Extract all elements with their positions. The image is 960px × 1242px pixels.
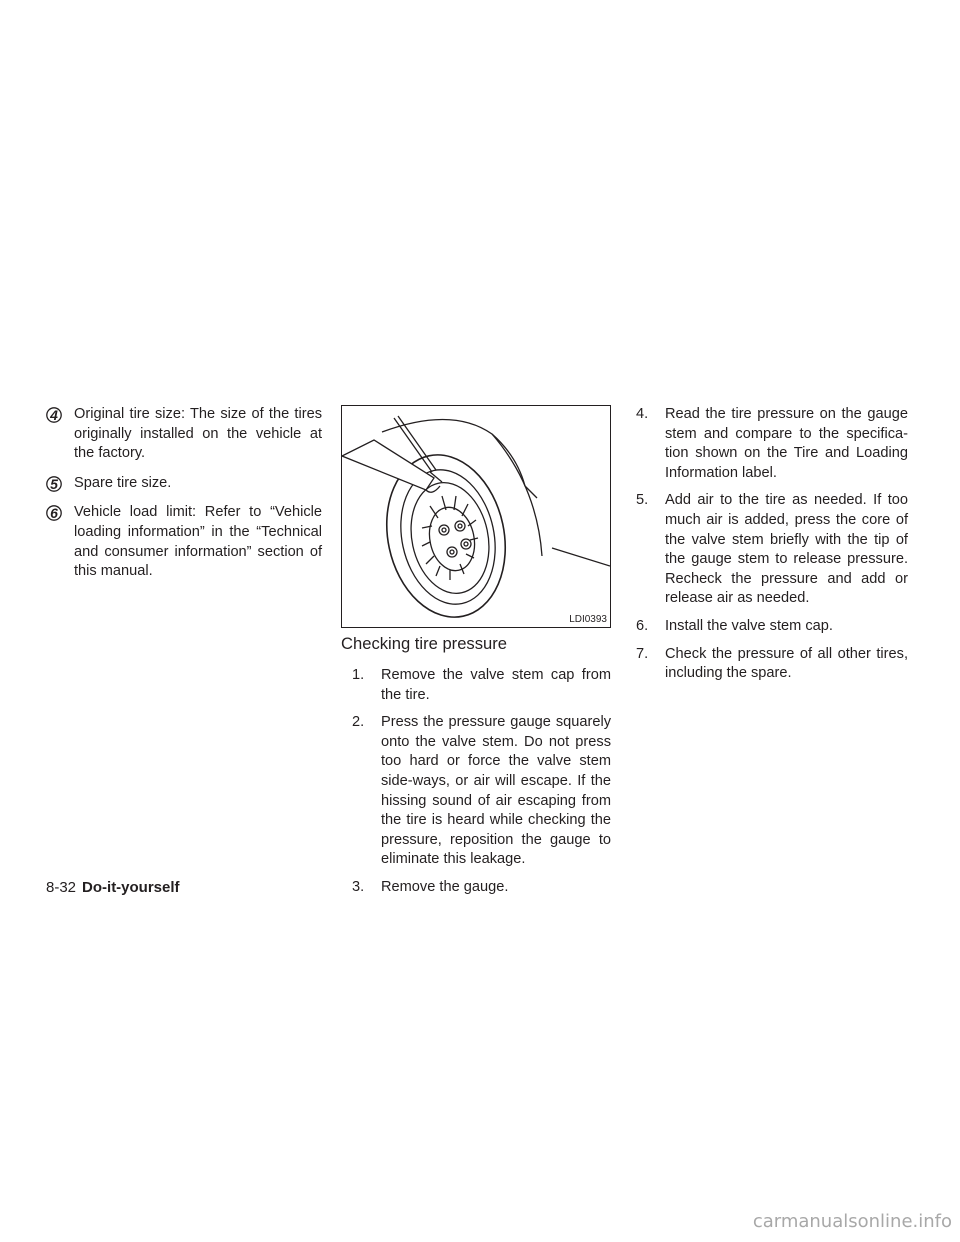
step-number: 6. <box>636 617 649 634</box>
step-text: Install the valve stem cap. <box>665 617 833 634</box>
section-title: Checking tire pressure <box>341 634 508 653</box>
step-number: 2. <box>352 714 365 731</box>
figure-code: LDI0393 <box>569 614 607 625</box>
tire-figure <box>341 405 611 628</box>
list-item <box>352 713 611 870</box>
list-item <box>636 645 908 684</box>
page-footer <box>46 878 180 898</box>
item-text: Spare tire size. <box>74 474 172 491</box>
step-number: 7. <box>636 645 649 662</box>
step-text: Check the pressure of all other tires, including the spare. <box>665 645 908 682</box>
tire-gauge-illustration <box>342 406 610 627</box>
circled-number-icon: 6 <box>46 505 62 521</box>
list-item <box>636 491 908 609</box>
list-item <box>46 474 322 494</box>
step-text: Read the tire pressure on the gauge stem and compare to the specifica-tion shown on the Tire and Loading Information label. <box>665 406 908 481</box>
watermark: carmanualsonline.info <box>752 1211 952 1232</box>
list-item <box>636 405 908 483</box>
column-left <box>46 405 322 592</box>
list-item <box>46 503 322 581</box>
step-text: Add air to the tire as needed. If too much air is added, press the core of the valve stem briefly with the tip of the gauge stem to release pressure. Recheck the pressure and add or release air as needed. <box>665 492 908 607</box>
column-middle <box>341 405 611 906</box>
column-right <box>636 405 908 692</box>
list-item <box>352 878 611 898</box>
list-item <box>636 617 908 637</box>
list-item <box>352 666 611 705</box>
list-item <box>46 405 322 464</box>
step-number: 1. <box>352 667 365 683</box>
steps-list <box>352 666 611 898</box>
footer-section-name: Do-it-yourself <box>82 879 180 896</box>
item-text: Vehicle load limit: Refer to “Vehicle loading information” in the “Technical and consumer information” section of this manual. <box>74 504 322 580</box>
step-text: Remove the valve stem cap from the tire. <box>381 667 611 703</box>
item-text: Original tire size: The size of the tires originally installed on the vehicle at the factory. <box>74 406 322 462</box>
step-number: 4. <box>636 406 649 422</box>
step-text: Remove the gauge. <box>381 878 509 895</box>
step-number: 3. <box>352 878 365 895</box>
circled-number-icon: 4 <box>46 407 62 423</box>
circled-number-icon: 5 <box>46 476 62 492</box>
step-text: Press the pressure gauge squarely onto the valve stem. Do not press too hard or force the valve stem side-ways, or air will escape. If the hissing sound of air escaping from the tire is heard while checking the pressure, reposition the gauge to eliminate this leakage. <box>381 714 611 868</box>
step-number: 5. <box>636 492 649 509</box>
page-number: 8-32 <box>46 879 77 896</box>
